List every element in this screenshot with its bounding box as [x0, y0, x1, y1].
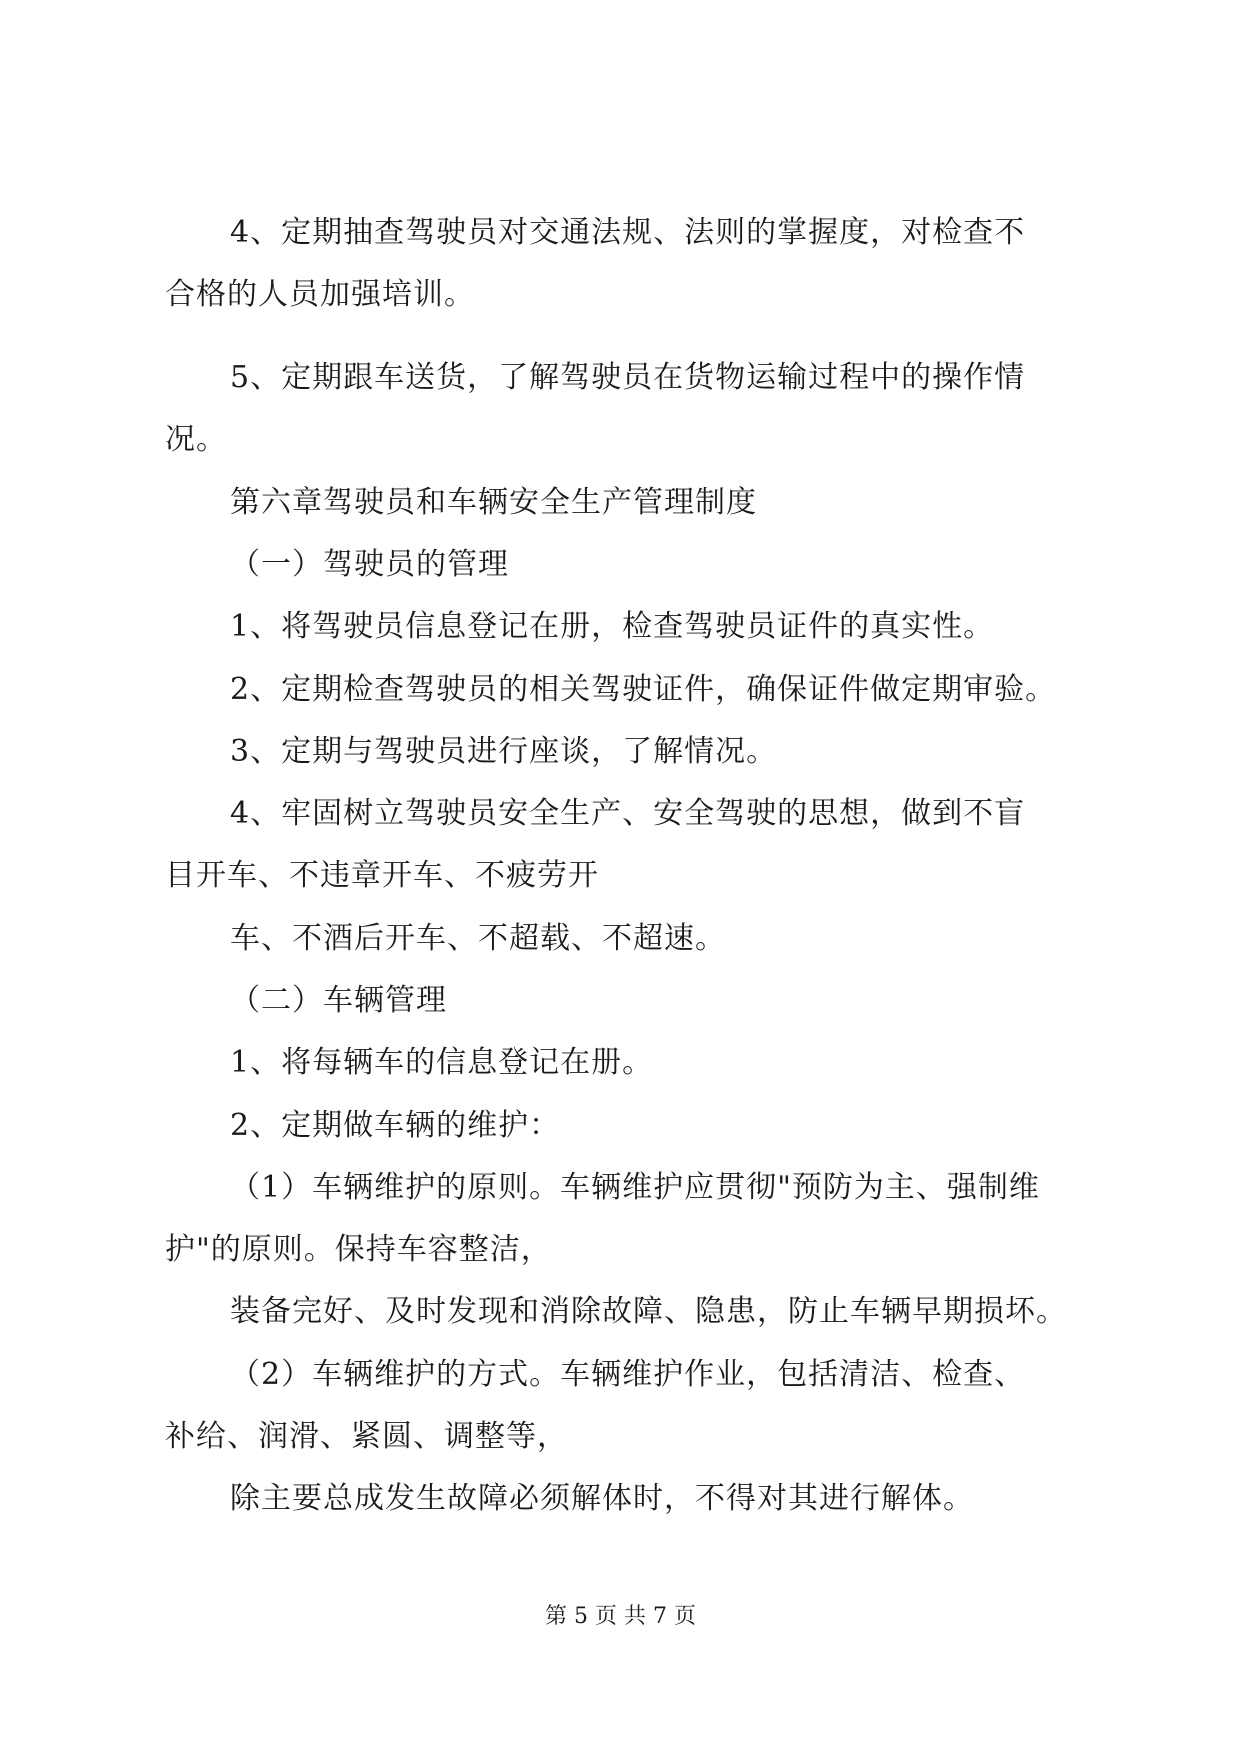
paragraph-line: 3、定期与驾驶员进行座谈，了解情况。 [230, 734, 778, 769]
paragraph-line: 除主要总成发生故障必须解体时，不得对其进行解体。 [230, 1481, 974, 1516]
paragraph-line: （2）车辆维护的方式。车辆维护作业，包括清洁、检查、 [230, 1357, 1026, 1392]
paragraph-line: 目开车、不违章开车、不疲劳开 [165, 858, 599, 893]
paragraph-line: 1、将每辆车的信息登记在册。 [230, 1045, 654, 1080]
paragraph-line: 4、定期抽查驾驶员对交通法规、法则的掌握度，对检查不 [230, 215, 1026, 250]
paragraph-line: 2、定期做车辆的维护： [230, 1108, 561, 1143]
paragraph-line: （1）车辆维护的原则。车辆维护应贯彻"预防为主、强制维 [230, 1170, 1040, 1205]
paragraph-line: 护"的原则。保持车容整洁， [165, 1232, 552, 1267]
chapter-heading: 第六章驾驶员和车辆安全生产管理制度 [230, 485, 757, 520]
paragraph-line: 车、不酒后开车、不超载、不超速。 [230, 921, 726, 956]
paragraph-line: 装备完好、及时发现和消除故障、隐患，防止车辆早期损坏。 [230, 1294, 1067, 1329]
section-heading: （一）驾驶员的管理 [230, 547, 509, 582]
section-heading: （二）车辆管理 [230, 983, 447, 1018]
paragraph-line: 况。 [165, 422, 227, 457]
paragraph-line: 4、牢固树立驾驶员安全生产、安全驾驶的思想，做到不盲 [230, 796, 1026, 831]
paragraph-line: 2、定期检查驾驶员的相关驾驶证件，确保证件做定期审验。 [230, 672, 1057, 707]
paragraph-line: 1、将驾驶员信息登记在册，检查驾驶员证件的真实性。 [230, 609, 995, 644]
paragraph-line: 合格的人员加强培训。 [165, 277, 475, 312]
paragraph-line: 补给、润滑、紧圆、调整等， [165, 1419, 568, 1454]
page-number-footer: 第 5 页 共 7 页 [545, 1604, 696, 1629]
paragraph-line: 5、定期跟车送货，了解驾驶员在货物运输过程中的操作情 [230, 360, 1026, 395]
